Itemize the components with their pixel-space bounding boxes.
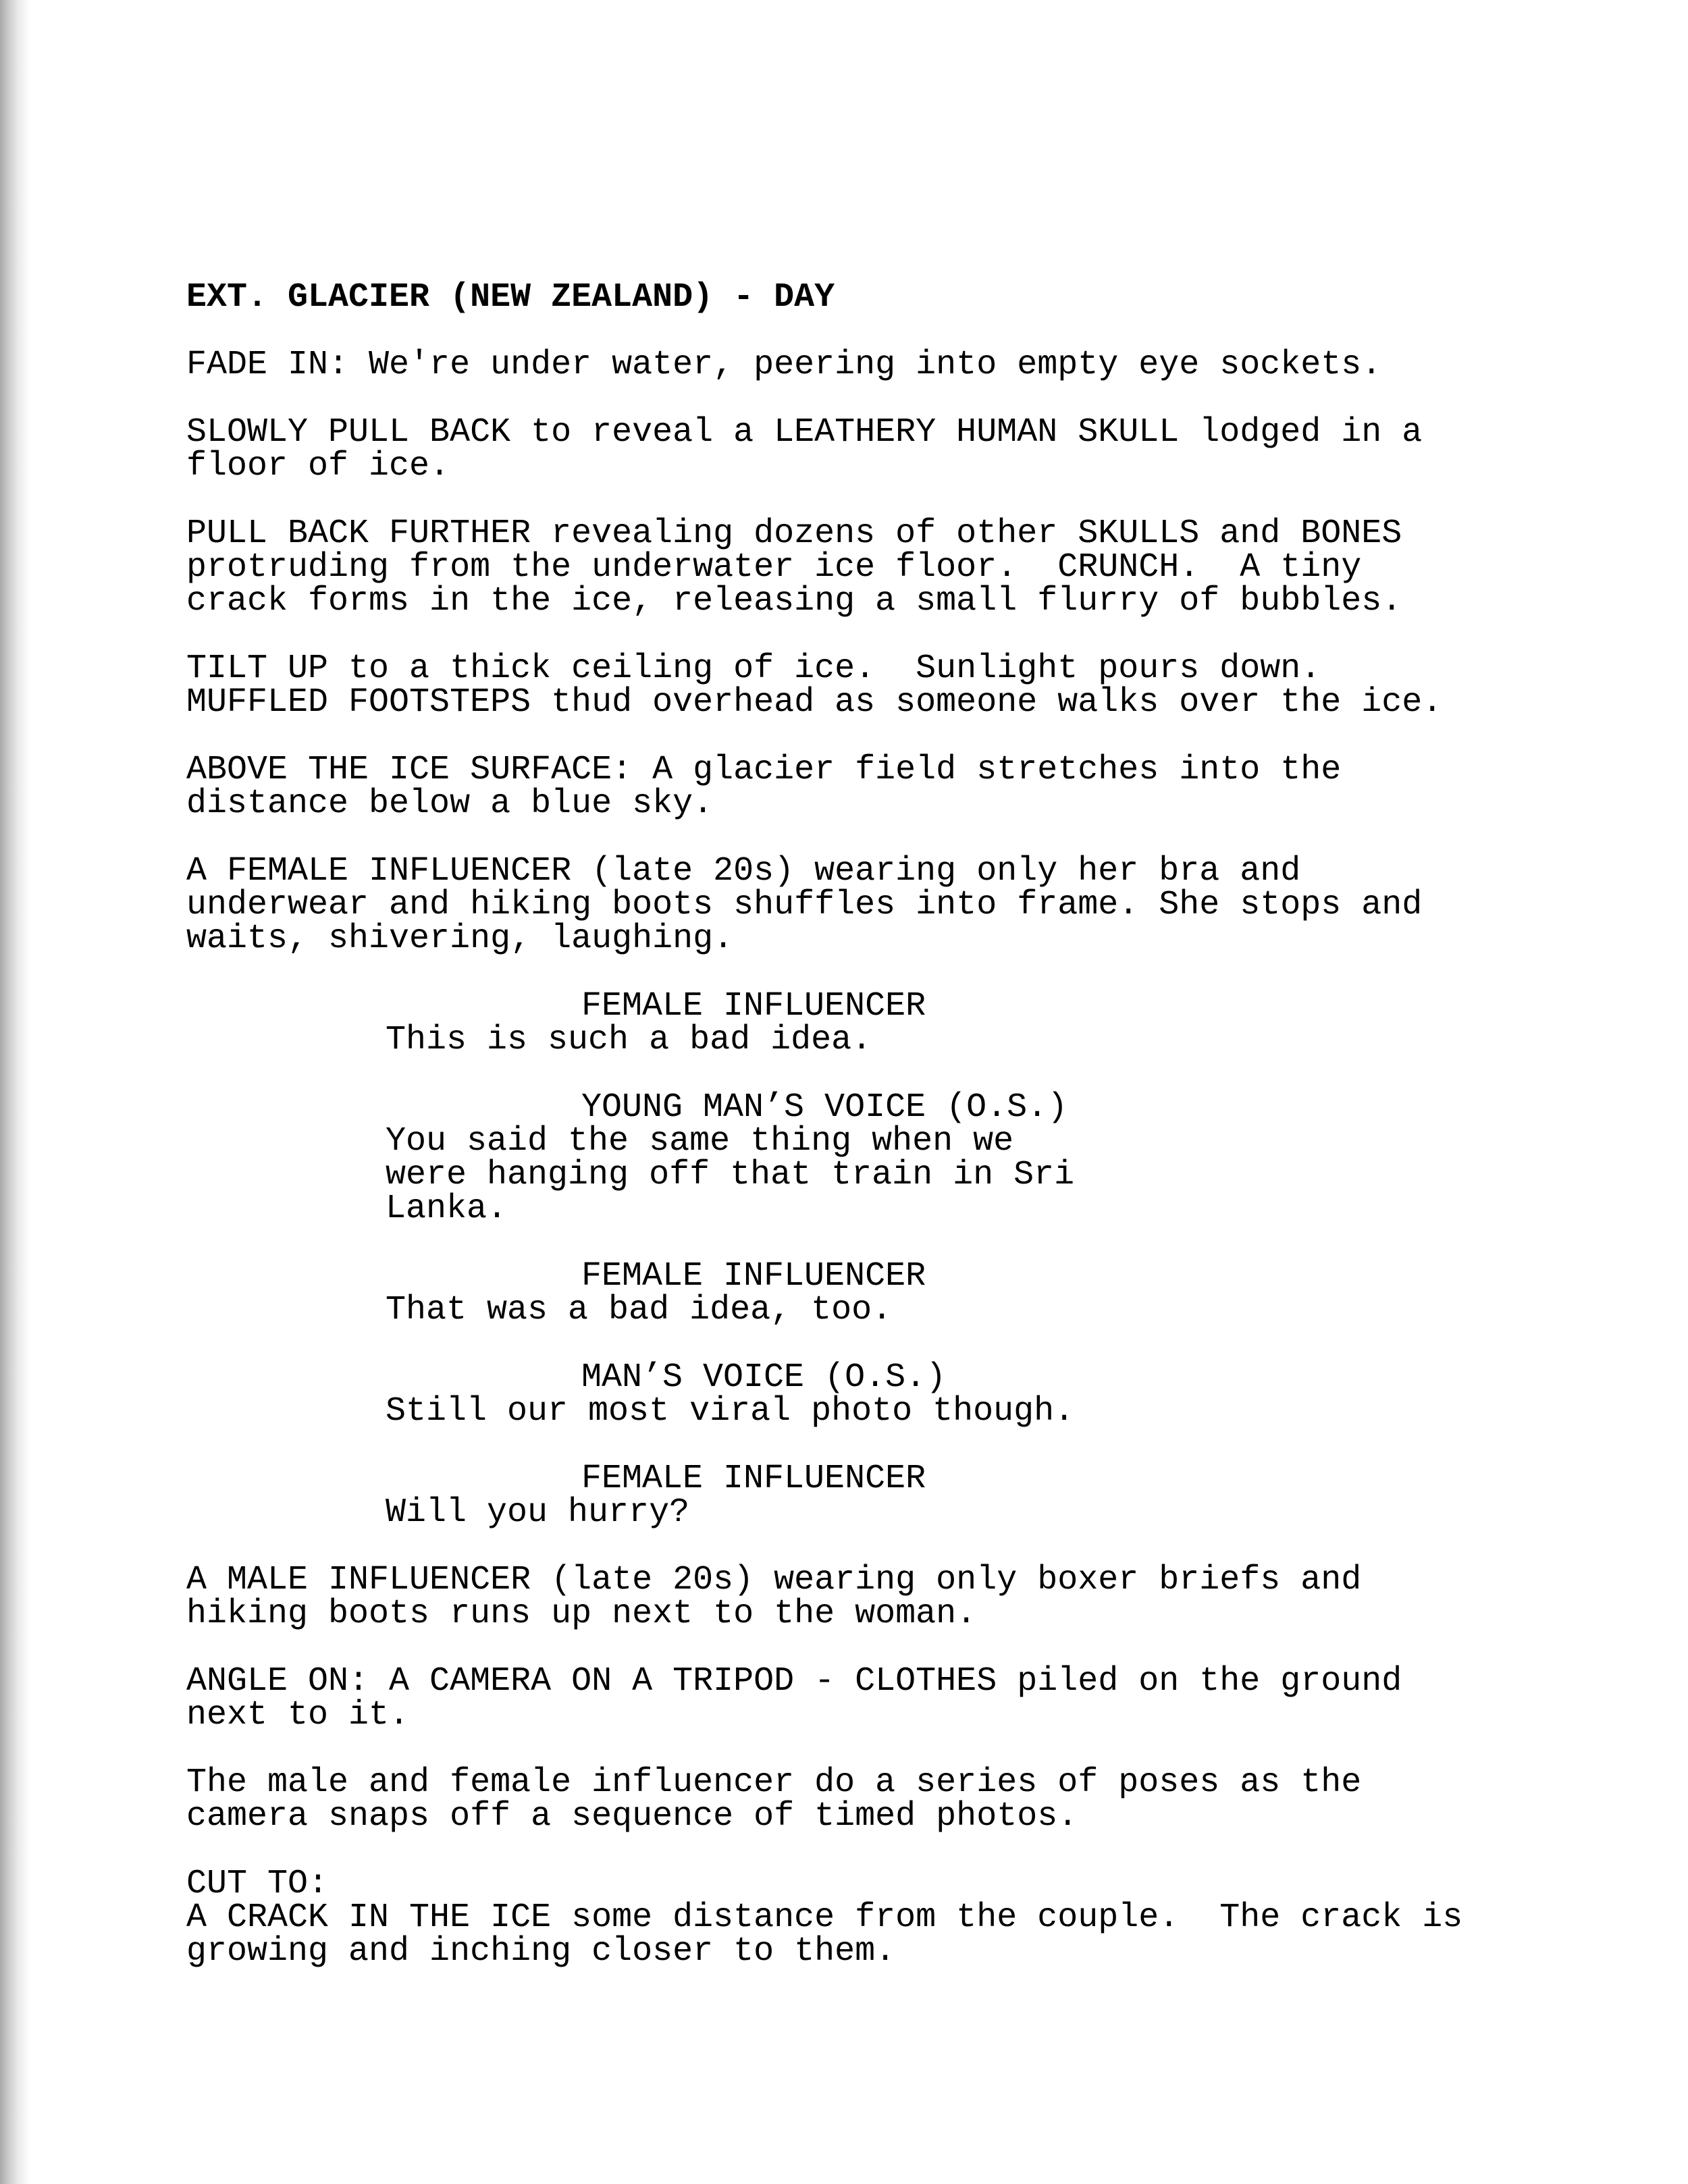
action-paragraph xyxy=(186,1763,1537,1836)
action-line: FADE IN: We're under water, peering into empty eye sockets. xyxy=(186,346,1382,384)
action-paragraph xyxy=(186,1867,1537,1969)
character-name: MAN’S VOICE (O.S.) xyxy=(581,1358,947,1397)
dialogue-block xyxy=(186,1358,1537,1431)
dialogue-line: Still our most viral photo though. xyxy=(386,1392,1075,1431)
dialogue-text xyxy=(386,1493,1081,1532)
action-paragraph xyxy=(186,753,1537,821)
action-line: The male and female influencer do a series of poses as the xyxy=(186,1763,1362,1802)
dialogue-line: Will you hurry? xyxy=(386,1493,690,1532)
dialogue-line: Lanka. xyxy=(386,1190,508,1228)
character-name: FEMALE INFLUENCER xyxy=(581,987,926,1026)
action-line: ANGLE ON: A CAMERA ON A TRIPOD - CLOTHES piled on the ground xyxy=(186,1662,1402,1701)
action-line: protruding from the underwater ice floor. CRUNCH. A tiny xyxy=(186,548,1362,587)
action-paragraph xyxy=(186,1662,1537,1734)
action-paragraph xyxy=(186,348,1537,382)
action-line: distance below a blue sky. xyxy=(186,784,714,823)
page-edge-shadow xyxy=(0,0,30,2184)
character-name: FEMALE INFLUENCER xyxy=(581,1257,926,1296)
action-line: MUFFLED FOOTSTEPS thud overhead as someone walks over the ice. xyxy=(186,683,1443,722)
dialogue-text xyxy=(386,1122,1081,1228)
action-line: TILT UP to a thick ceiling of ice. Sunlight pours down. xyxy=(186,649,1321,688)
dialogue-line: This is such a bad idea. xyxy=(386,1021,872,1059)
action-line: waits, shivering, laughing. xyxy=(186,920,734,958)
action-paragraph xyxy=(186,413,1537,485)
action-line: A FEMALE INFLUENCER (late 20s) wearing only her bra and xyxy=(186,852,1301,890)
screenplay-blocks xyxy=(186,348,1537,1969)
action-line: camera snaps off a sequence of timed photos. xyxy=(186,1797,1078,1836)
action-line: PULL BACK FURTHER revealing dozens of other SKULLS and BONES xyxy=(186,514,1402,553)
action-paragraph xyxy=(186,649,1537,722)
action-paragraph xyxy=(186,1561,1537,1633)
dialogue-line: were hanging off that train in Sri xyxy=(386,1156,1075,1194)
character-name: YOUNG MAN’S VOICE (O.S.) xyxy=(581,1088,1068,1127)
action-paragraph xyxy=(186,852,1537,958)
dialogue-block xyxy=(186,987,1537,1059)
dialogue-text xyxy=(386,1291,1081,1329)
character-name: FEMALE INFLUENCER xyxy=(581,1460,926,1498)
action-line: floor of ice. xyxy=(186,447,450,485)
dialogue-line: That was a bad idea, too. xyxy=(386,1291,893,1329)
action-line: hiking boots runs up next to the woman. xyxy=(186,1595,977,1633)
scene-heading: EXT. GLACIER (NEW ZEALAND) - DAY xyxy=(186,278,835,317)
action-line: next to it. xyxy=(186,1696,410,1734)
action-line: underwear and hiking boots shuffles into frame. She stops and xyxy=(186,886,1423,924)
dialogue-block xyxy=(186,1462,1537,1530)
action-line: growing and inching closer to them. xyxy=(186,1932,896,1971)
action-paragraph xyxy=(186,514,1537,620)
action-line: CUT TO: xyxy=(186,1865,329,1903)
dialogue-block xyxy=(186,1088,1537,1228)
dialogue-text xyxy=(386,1023,1081,1057)
dialogue-line: You said the same thing when we xyxy=(386,1122,1014,1161)
action-line: SLOWLY PULL BACK to reveal a LEATHERY HUMAN SKULL lodged in a xyxy=(186,413,1423,452)
action-line: A MALE INFLUENCER (late 20s) wearing only boxer briefs and xyxy=(186,1561,1362,1599)
action-line: A CRACK IN THE ICE some distance from the couple. The crack is xyxy=(186,1898,1463,1937)
dialogue-text xyxy=(386,1392,1081,1431)
action-line: crack forms in the ice, releasing a small flurry of bubbles. xyxy=(186,582,1402,620)
action-line: ABOVE THE ICE SURFACE: A glacier field stretches into the xyxy=(186,751,1342,789)
dialogue-block xyxy=(186,1257,1537,1329)
screenplay-body xyxy=(186,278,1537,2002)
